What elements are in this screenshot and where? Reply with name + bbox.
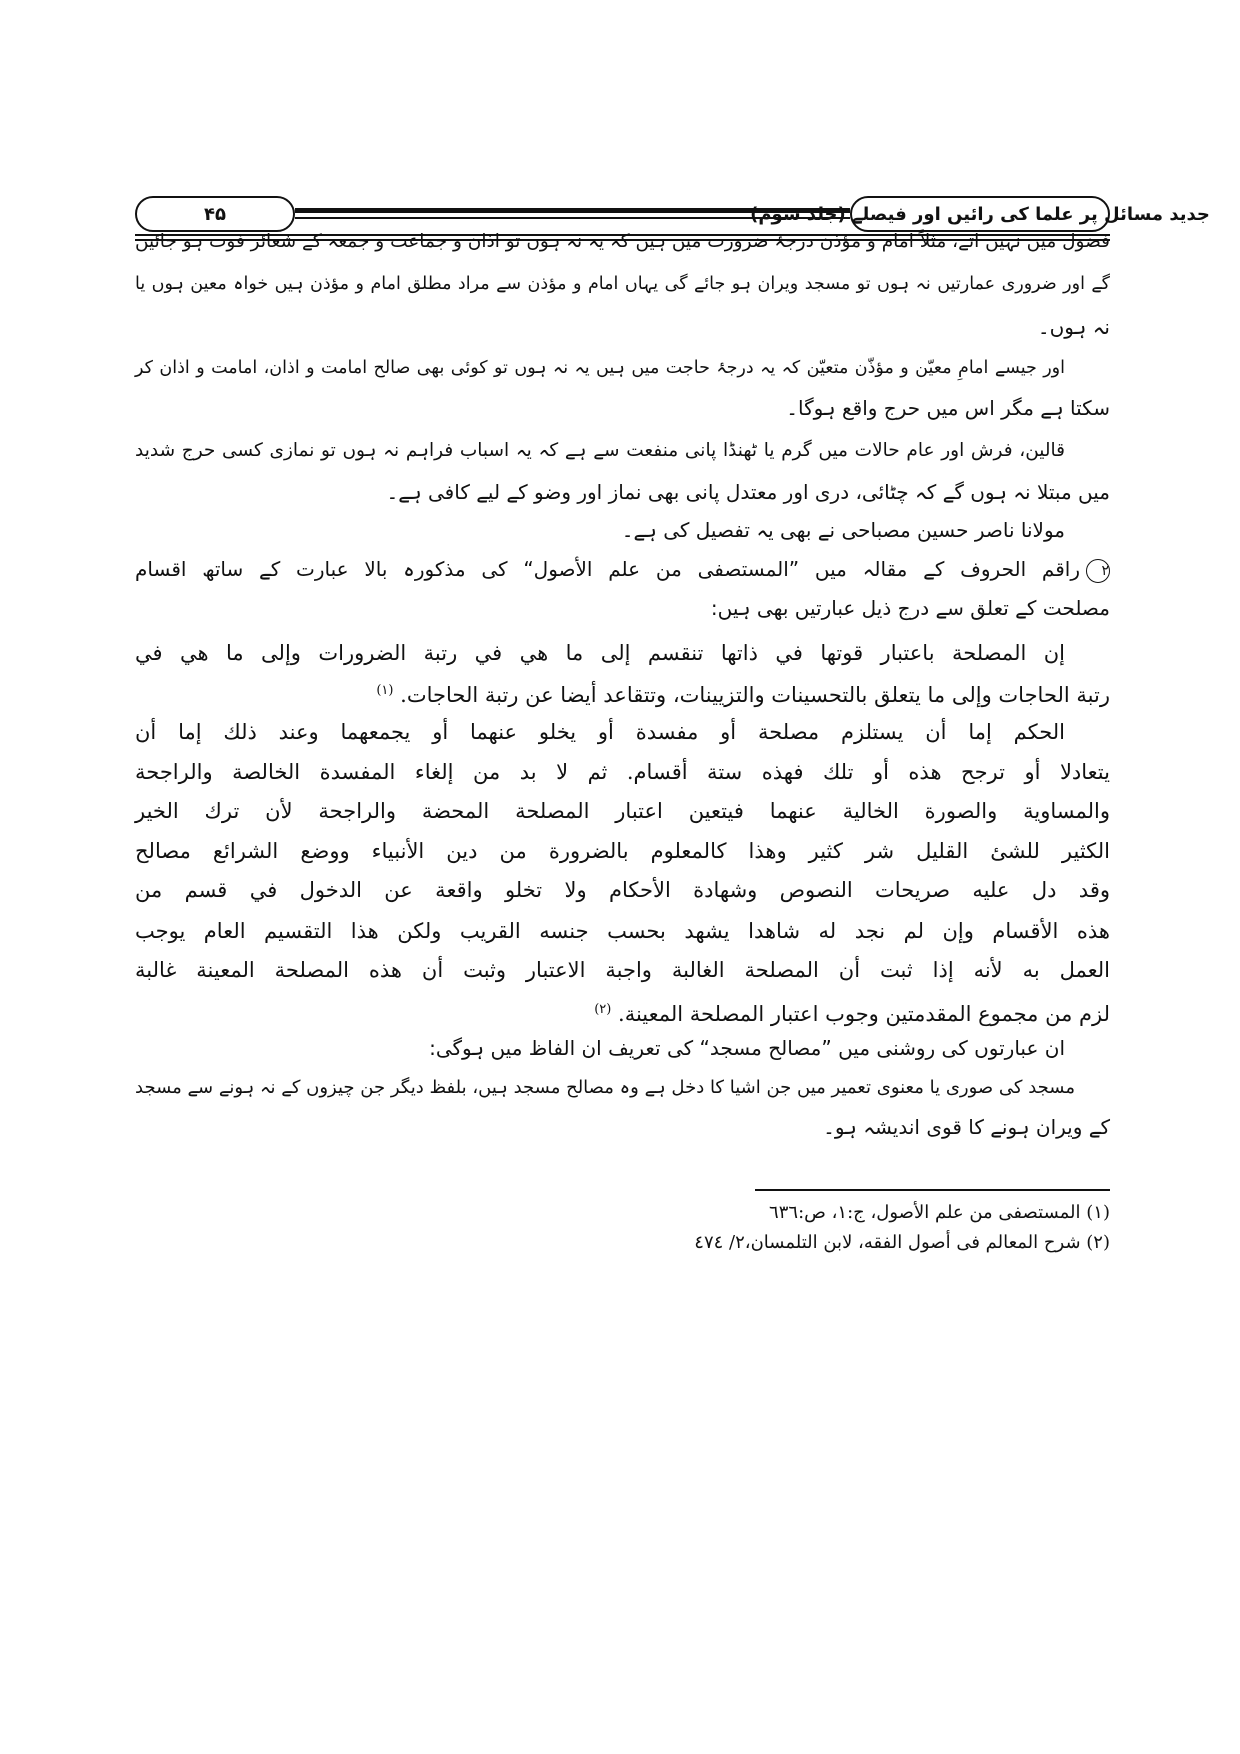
section-number-badge: ۲: [1086, 559, 1110, 583]
footnote-2: [694, 1232, 1110, 1253]
text-line: راقم الحروف کے مقالہ میں ”المستصفی من علم الأصول“ کی مذکورہ بالا عبارت کے ساتھ اقسام: [135, 557, 1080, 581]
footnote-ref-1[interactable]: (۱): [376, 683, 394, 698]
text-line: فضول میں نہیں آتے، مثلاً امام و مؤذن درجۂ ضرورت میں ہیں کہ یہ نہ ہوں تو اذان و جماعت و جمعہ کے شعائر فوت ہو جائیں: [134, 231, 1110, 252]
text-line: مسجد کی صوری یا معنوی تعمیر میں جن اشیا کا دخل ہے وہ مصالح مسجد ہیں، بلفظ دیگر جن چیزوں کے نہ ہونے سے مسجد: [135, 1077, 1075, 1098]
text-line: هذه الأقسام وإن لم نجد له شاهدا يشهد بحسب جنسه القريب ولكن هذا التقسيم العام يوجب: [135, 919, 1110, 943]
book-title: جدید مسائل پر علما کی رائیں اور فیصلے (جلد سوم): [750, 203, 1210, 225]
page-number: ۴۵: [204, 203, 226, 225]
footnote-text: المستصفی من علم الأصول، ج:۱، ص:٦٣٦: [769, 1202, 1081, 1223]
text-line: رتبة الحاجات وإلى ما يتعلق بالتحسينات والتزيينات، وتتقاعد أيضا عن رتبة الحاجات.: [400, 683, 1110, 707]
text-line: میں مبتلا نہ ہوں گے کہ چٹائی، دری اور معتدل پانی بھی نماز اور وضو کے لیے کافی ہے۔: [386, 480, 1110, 504]
text-line: لزم من مجموع المقدمتين وجوب اعتبار المصلحة المعينة.: [618, 1002, 1110, 1026]
quote-line-with-note: [135, 990, 1110, 1030]
text-line: گے اور ضروری عمارتیں نہ ہوں تو مسجد ویران ہو جائے گی یہاں امام و مؤذن سے مراد مطلق امام و مؤذن ہیں خواہ معین ہوں یا: [135, 274, 1110, 294]
text-line: نہ ہوں۔: [1037, 315, 1110, 339]
text-line: قالین، فرش اور عام حالات میں گرم یا ٹھنڈا پانی منفعت سے ہے کہ یہ اسباب فراہم نہ ہوں تو نمازی کسی حرج شدید: [135, 440, 1065, 461]
text-line: وقد دل عليه صريحات النصوص وشهادة الأحكام ولا تخلو واقعة عن الدخول في قسم من: [135, 878, 1110, 902]
text-line: والمساوية والصورة الخالية عنهما فيتعين اعتبار المصلحة المحضة والراجحة لأن ترك الخير: [135, 799, 1110, 823]
text-line: سکتا ہے مگر اس میں حرج واقع ہوگا۔: [786, 396, 1110, 420]
text-line: إن المصلحة باعتبار قوتها في ذاتها تنقسم إلى ما هي في رتبة الضرورات وإلى ما هي في: [135, 641, 1065, 665]
footnote-mark: (۲): [1086, 1232, 1110, 1253]
footnote-text: شرح المعالم فی أصول الفقه، لابن التلمسان،۲/ ٤٧٤: [694, 1232, 1081, 1253]
text-line: کے ویران ہونے کا قوی اندیشہ ہو۔: [823, 1115, 1110, 1139]
text-line: الحكم إما أن يستلزم مصلحة أو مفسدة أو يخلو عنهما أو يجمعهما وعند ذلك إما أن: [135, 720, 1065, 744]
text-line: مولانا ناصر حسین مصباحی نے بھی یہ تفصیل کی ہے۔: [621, 518, 1065, 542]
section-2-line: [135, 549, 1110, 589]
footnote-mark: (۱): [1086, 1202, 1110, 1223]
footnote-1: [769, 1202, 1110, 1223]
footnote-ref-2[interactable]: (۲): [594, 1002, 612, 1017]
text-line: اور جیسے امامِ معیّن و مؤذّن متعیّن کہ یہ درجۂ حاجت میں ہیں یہ نہ ہوں تو کوئی بھی صالح امامت و اذان، امامت و اذان کر: [135, 358, 1065, 378]
quote-line-with-note: [135, 671, 1110, 711]
text-line: ان عبارتوں کی روشنی میں ”مصالح مسجد“ کی تعریف ان الفاظ میں ہوگی:: [429, 1036, 1065, 1060]
text-line: الكثير للشئ القليل شر كثير وهذا كالمعلوم بالضرورة من دين الأنبياء ووضع الشرائع مصالح: [135, 839, 1110, 863]
text-line: يتعادلا أو ترجح هذه أو تلك فهذه ستة أقسام. ثم لا بد من إلغاء المفسدة الخالصة والراجحة: [135, 760, 1110, 784]
text-line: العمل به لأنه إذا ثبت أن المصلحة الغالبة واجبة الاعتبار وثبت أن هذه المصلحة المعينة غالبة: [135, 958, 1110, 982]
footnote-separator: [755, 1189, 1110, 1191]
text-line: مصلحت کے تعلق سے درج ذیل عبارتیں بھی ہیں:: [710, 596, 1110, 620]
